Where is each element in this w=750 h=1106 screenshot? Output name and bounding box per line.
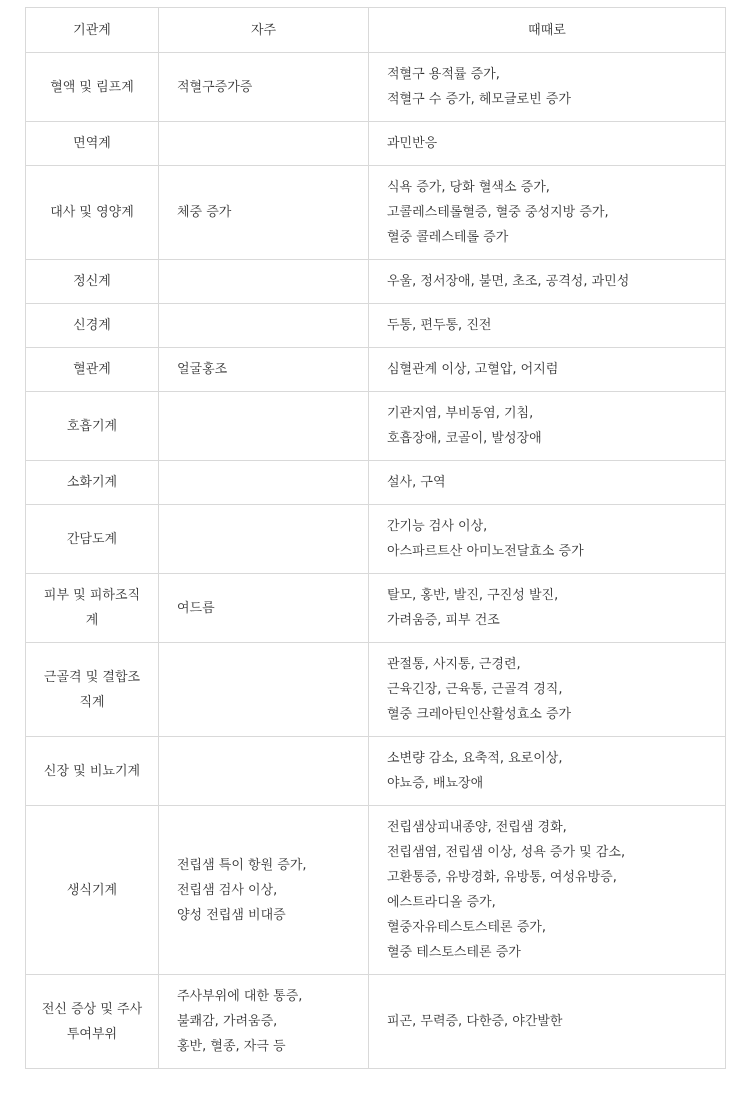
side-effects-table xyxy=(25,7,726,1069)
organ-cell xyxy=(26,737,159,806)
occasional-cell-line: 두통, 편두통, 진전 xyxy=(387,318,492,333)
organ-cell-line: 계 xyxy=(85,613,99,628)
organ-cell-line: 직계 xyxy=(79,694,105,710)
occasional-cell-line: 피곤, 무력증, 다한증, 야간발한 xyxy=(387,1014,563,1029)
table-row xyxy=(26,574,726,643)
organ-cell-line: 대사 및 영양계 xyxy=(50,205,134,220)
frequent-cell-line: 전립샘 검사 이상, xyxy=(177,882,278,898)
occasional-cell-line: 심혈관계 이상, 고혈압, 어지럼 xyxy=(387,362,559,377)
occasional-cell-line: 혈중자유테스토스테론 증가, xyxy=(387,920,546,935)
frequent-cell xyxy=(159,260,369,304)
occasional-cell xyxy=(369,975,726,1069)
occasional-cell-line: 호흡장애, 코골이, 발성장애 xyxy=(387,431,542,446)
table-row xyxy=(26,975,726,1069)
frequent-cell-line: 양성 전립샘 비대증 xyxy=(177,907,286,923)
table-row xyxy=(26,643,726,737)
occasional-cell-line: 과민반응 xyxy=(387,136,438,151)
organ-cell xyxy=(26,53,159,122)
occasional-cell-line: 혈중 테스토스테론 증가 xyxy=(387,945,521,960)
table-row xyxy=(26,737,726,806)
organ-cell xyxy=(26,392,159,461)
frequent-cell-line: 얼굴홍조 xyxy=(177,362,228,377)
occasional-cell-line: 설사, 구역 xyxy=(387,475,446,490)
organ-cell-line: 근골격 및 결합조 xyxy=(43,669,141,685)
frequent-cell-line: 전립샘 특이 항원 증가, xyxy=(177,857,307,873)
frequent-cell xyxy=(159,737,369,806)
frequent-cell xyxy=(159,975,369,1069)
occasional-cell-line: 야뇨증, 배뇨장애 xyxy=(387,776,484,791)
organ-cell xyxy=(26,122,159,166)
frequent-cell xyxy=(159,348,369,392)
occasional-cell-line: 우울, 정서장애, 불면, 초조, 공격성, 과민성 xyxy=(387,274,630,289)
organ-cell-line: 면역계 xyxy=(73,136,111,151)
organ-cell-line: 피부 및 피하조직 xyxy=(43,588,141,603)
occasional-cell xyxy=(369,260,726,304)
organ-cell xyxy=(26,806,159,975)
organ-cell-line: 신경계 xyxy=(73,318,111,333)
frequent-cell-line: 여드름 xyxy=(177,600,215,616)
organ-cell-line: 신장 및 비뇨기계 xyxy=(43,763,141,779)
frequent-cell xyxy=(159,806,369,975)
occasional-cell-line: 혈중 크레아틴인산활성효소 증가 xyxy=(387,707,572,722)
organ-cell-line: 소화기계 xyxy=(66,475,118,490)
occasional-cell xyxy=(369,643,726,737)
frequent-cell-line: 홍반, 혈종, 자극 등 xyxy=(177,1039,286,1054)
occasional-cell xyxy=(369,806,726,975)
frequent-cell xyxy=(159,461,369,505)
table-row xyxy=(26,166,726,260)
organ-cell xyxy=(26,348,159,392)
occasional-cell-line: 관절통, 사지통, 근경련, xyxy=(387,657,521,672)
occasional-cell-line: 기관지염, 부비동염, 기침, xyxy=(387,406,534,421)
organ-cell xyxy=(26,260,159,304)
organ-cell-line: 생식기계 xyxy=(66,882,118,898)
frequent-cell-line: 주사부위에 대한 통증, xyxy=(177,989,303,1004)
occasional-cell-line: 간기능 검사 이상, xyxy=(387,519,488,534)
frequent-cell xyxy=(159,505,369,574)
table-row xyxy=(26,260,726,304)
occasional-cell xyxy=(369,122,726,166)
organ-cell xyxy=(26,574,159,643)
occasional-cell-line: 전립샘상피내종양, 전립샘 경화, xyxy=(387,820,567,835)
table-row xyxy=(26,505,726,574)
frequent-cell xyxy=(159,53,369,122)
occasional-cell-line: 근육긴장, 근육통, 근골격 경직, xyxy=(387,682,563,697)
table-row xyxy=(26,392,726,461)
organ-cell-line: 호흡기계 xyxy=(66,418,118,434)
organ-cell-line: 혈액 및 림프계 xyxy=(50,79,134,95)
organ-cell-line: 투여부위 xyxy=(66,1026,118,1042)
occasional-cell-line: 고콜레스테롤혈증, 혈중 중성지방 증가, xyxy=(387,205,609,220)
frequent-cell-line: 체중 증가 xyxy=(177,205,232,220)
table-row xyxy=(26,304,726,348)
organ-cell xyxy=(26,304,159,348)
occasional-cell xyxy=(369,574,726,643)
occasional-cell xyxy=(369,461,726,505)
frequent-cell-line: 불쾌감, 가려움증, xyxy=(177,1014,278,1029)
frequent-cell xyxy=(159,574,369,643)
occasional-cell-line: 탈모, 홍반, 발진, 구진성 발진, xyxy=(387,588,559,603)
organ-cell xyxy=(26,975,159,1069)
organ-cell-line: 전신 증상 및 주사 xyxy=(41,1001,143,1017)
occasional-cell xyxy=(369,392,726,461)
occasional-cell xyxy=(369,304,726,348)
occasional-cell-line: 식욕 증가, 당화 혈색소 증가, xyxy=(387,180,550,195)
occasional-cell xyxy=(369,505,726,574)
header-frequent: 자주 xyxy=(159,8,369,53)
table-row xyxy=(26,806,726,975)
occasional-cell-line: 아스파르트산 아미노전달효소 증가 xyxy=(387,544,584,559)
occasional-cell xyxy=(369,737,726,806)
occasional-cell-line: 적혈구 수 증가, 헤모글로빈 증가 xyxy=(387,92,571,107)
table-row xyxy=(26,53,726,122)
occasional-cell-line: 에스트라디올 증가, xyxy=(387,895,496,910)
organ-cell-line: 정신계 xyxy=(73,274,111,289)
occasional-cell-line: 가려움증, 피부 건조 xyxy=(387,613,500,628)
organ-cell xyxy=(26,505,159,574)
organ-cell xyxy=(26,643,159,737)
frequent-cell xyxy=(159,304,369,348)
occasional-cell xyxy=(369,348,726,392)
table-header-row xyxy=(26,8,726,53)
occasional-cell xyxy=(369,53,726,122)
organ-cell xyxy=(26,166,159,260)
occasional-cell-line: 고환통증, 유방경화, 유방통, 여성유방증, xyxy=(387,870,617,885)
table-row xyxy=(26,122,726,166)
frequent-cell xyxy=(159,392,369,461)
table-row xyxy=(26,348,726,392)
frequent-cell xyxy=(159,643,369,737)
occasional-cell-line: 전립샘염, 전립샘 이상, 성욕 증가 및 감소, xyxy=(387,845,626,860)
organ-cell xyxy=(26,461,159,505)
occasional-cell-line: 적혈구 용적률 증가, xyxy=(387,67,500,82)
organ-cell-line: 간담도계 xyxy=(66,531,118,547)
occasional-cell-line: 혈중 콜레스테롤 증가 xyxy=(387,230,509,245)
header-occasional: 때때로 xyxy=(369,8,726,53)
table-body xyxy=(26,53,726,1069)
header-organ: 기관계 xyxy=(26,8,159,53)
frequent-cell xyxy=(159,166,369,260)
table-row xyxy=(26,461,726,505)
frequent-cell-line: 적혈구증가증 xyxy=(177,79,253,95)
occasional-cell-line: 소변량 감소, 요축적, 요로이상, xyxy=(387,751,563,766)
occasional-cell xyxy=(369,166,726,260)
organ-cell-line: 혈관계 xyxy=(73,362,111,377)
frequent-cell xyxy=(159,122,369,166)
